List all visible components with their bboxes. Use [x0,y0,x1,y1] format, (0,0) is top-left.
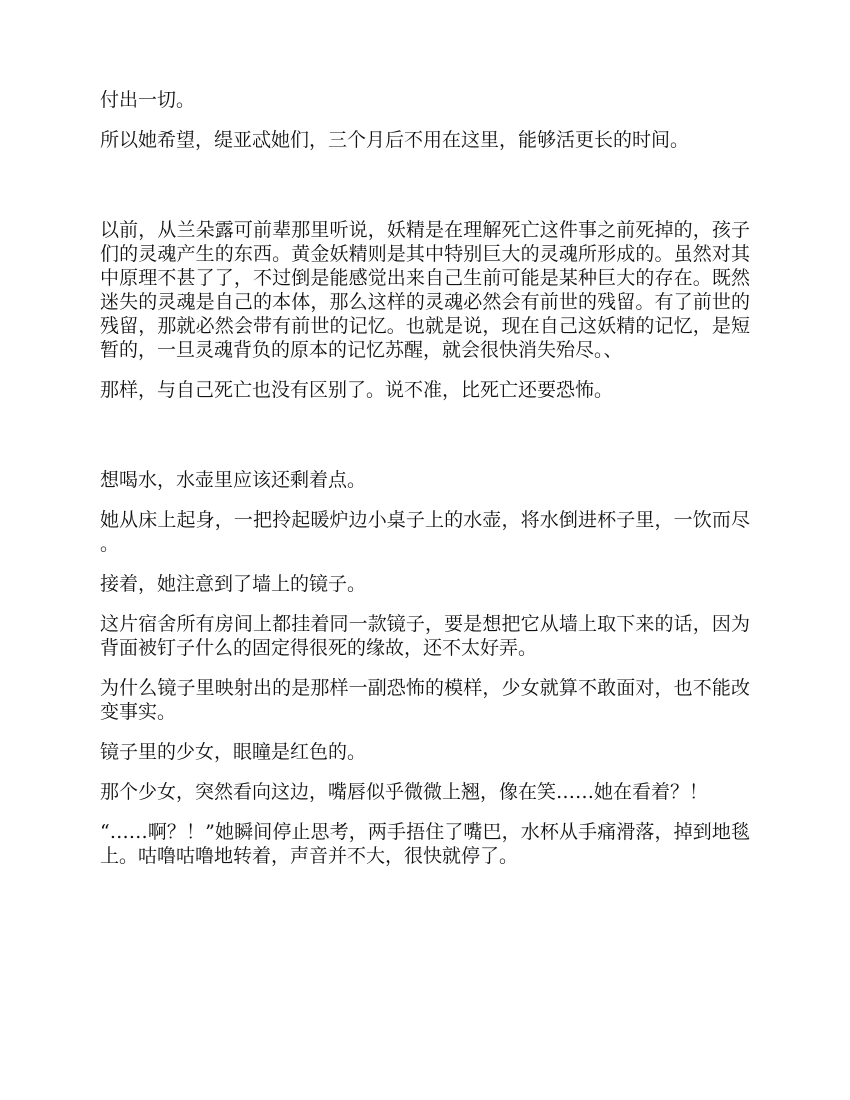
paragraph: 所以她希望，缇亚忒她们，三个月后不用在这里，能够活更长的时间。 [100,129,690,151]
paragraph: 那个少女，突然看向这边，嘴唇似乎微微上翘，像在笑……她在看着？！ [100,781,709,803]
paragraph: 接着，她注意到了墙上的镜子。 [100,573,367,595]
section-break [100,168,750,218]
paragraph: 想喝水，水壶里应该还剩着点。 [100,469,367,491]
section-break [100,418,750,468]
paragraph: 那样，与自己死亡也没有区别了。说不准，比死亡还要恐怖。 [100,379,614,401]
paragraph: 她从床上起身，一把拎起暖炉边小桌子上的水壶，将水倒进杯子里，一饮而尽。 [100,509,750,555]
paragraph: “……啊？！”她瞬间停止思考，两手捂住了嘴巴，水杯从手痛滑落，掉到地毯上。咕噜咕噜地转着，声音并不大，很快就停了。 [100,821,750,867]
paragraph: 镜子里的少女，眼瞳是红色的。 [100,741,367,763]
paragraph: 以前，从兰朵露可前辈那里听说，妖精是在理解死亡这件事之前死掉的，孩子们的灵魂产生的东西。黄金妖精则是其中特别巨大的灵魂所形成的。虽然对其中原理不甚了了，不过倒是能感觉出来自己生前可能是某种巨大的存在。既然迷失的灵魂是自己的本体，那么这样的灵魂必然会有前世的残留。有了前世的残留，那就必然会带有前世的记忆。也就是说，现在自己这妖精的记忆，是短暂的，一旦灵魂背负的原本的记忆苏醒，就会很快消失殆尽。、 [100,219,750,361]
document-body [100,88,750,884]
paragraph: 为什么镜子里映射出的是那样一副恐怖的模样，少女就算不敢面对，也不能改变事实。 [100,677,750,723]
paragraph: 付出一切。 [100,89,196,111]
paragraph: 这片宿舍所有房间上都挂着同一款镜子，要是想把它从墙上取下来的话，因为背面被钉子什么的固定得很死的缘故，还不太好弄。 [100,613,750,659]
